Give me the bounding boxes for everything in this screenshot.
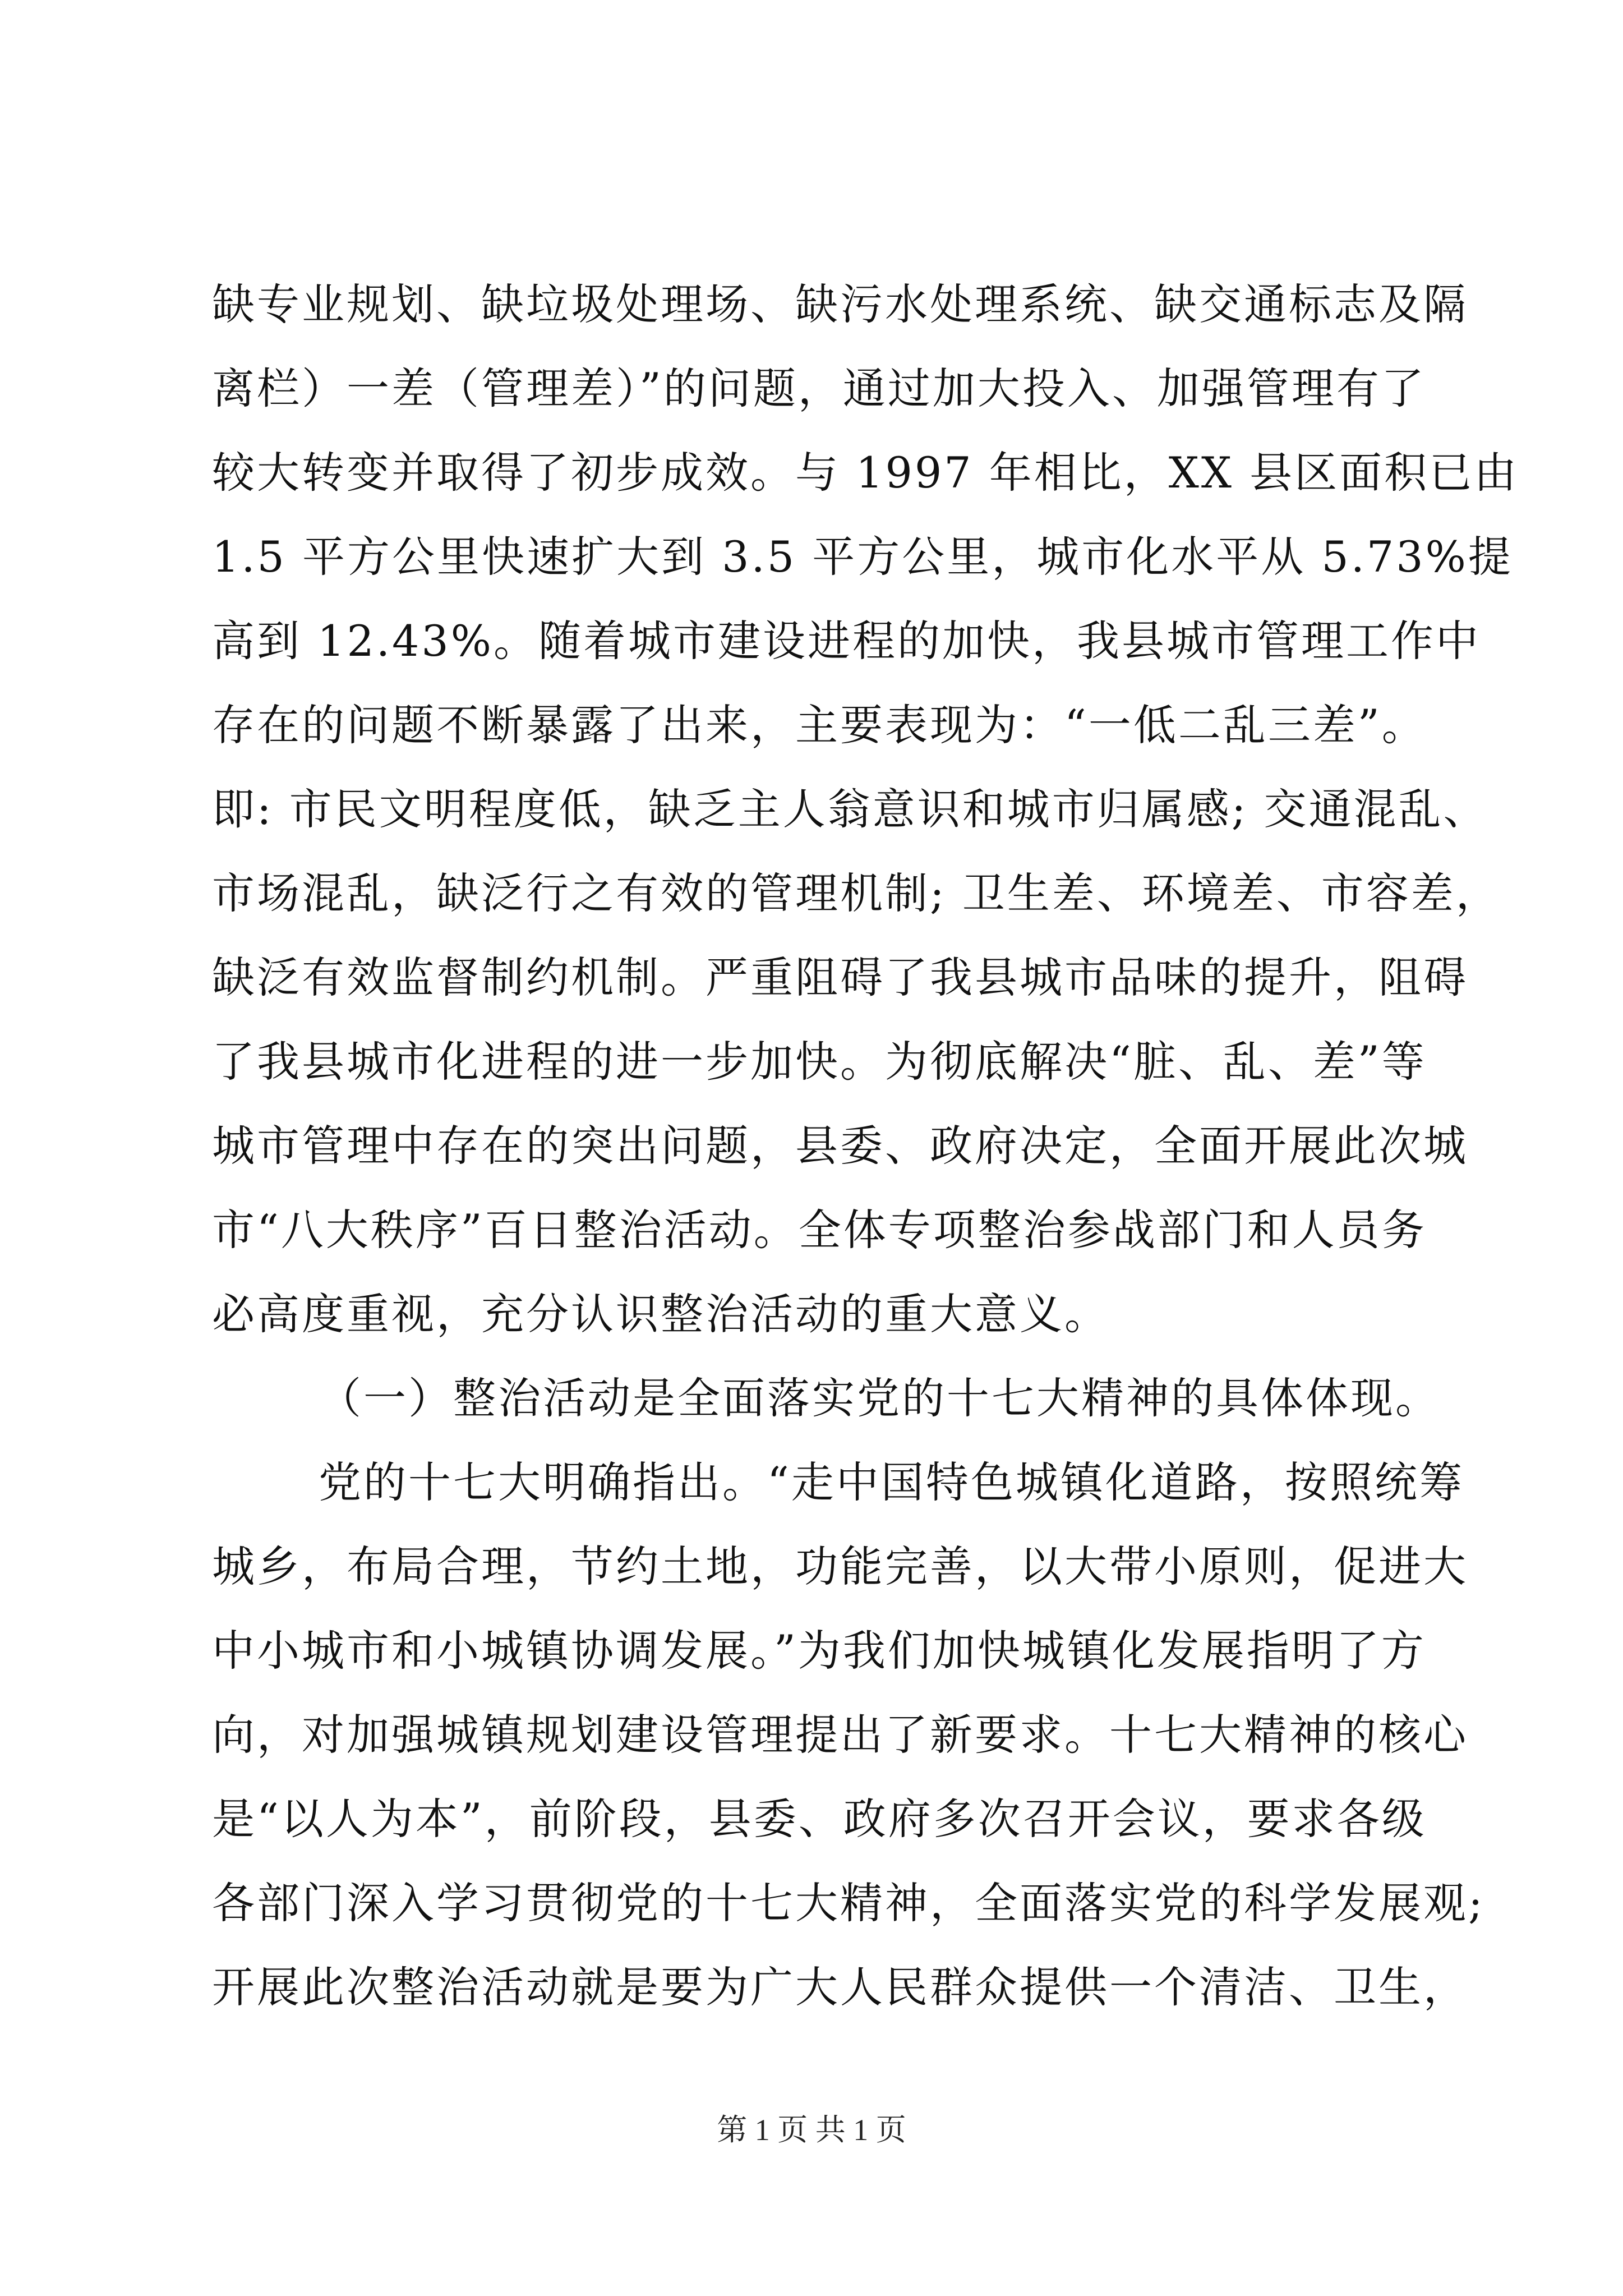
text-line: 开展此次整治活动就是要为广大人民群众提供一个清洁、卫生， [212,1962,1468,2012]
text-line: 向，对加强城镇规划建设管理提出了新要求。十七大精神的核心 [212,1710,1468,1760]
section-heading: （一）整治活动是全面落实党的十七大精神的具体体现。 [319,1373,1440,1423]
text-line: 1.5 平方公里快速扩大到 3.5 平方公里，城市化水平从 5.73%提 [212,532,1513,582]
text-line: 高到 12.43%。随着城市建设进程的加快，我县城市管理工作中 [212,616,1481,666]
text-line: 党的十七大明确指出。“走中国特色城镇化道路，按照统筹 [319,1457,1464,1507]
text-line: 市场混乱，缺泛行之有效的管理机制; 卫生差、环境差、市容差， [212,868,1501,918]
text-line: 必高度重视，充分认识整治活动的重大意义。 [212,1289,1109,1339]
document-body [212,263,1519,2030]
text-line: 较大转变并取得了初步成效。与 1997 年相比，XX 县区面积已由 [212,448,1519,498]
text-line: 各部门深入学习贯彻党的十七大精神，全面落实党的科学发展观; [212,1878,1485,1928]
text-line: 存在的问题不断暴露了出来，主要表现为：“一低二乱三差”。 [212,700,1427,750]
text-line: 即: 市民文明程度低，缺乏主人翁意识和城市归属感; 交通混乱、 [212,784,1488,834]
text-line: 是“以人为本”，前阶段，县委、政府多次召开会议，要求各级 [212,1794,1427,1844]
text-line: 缺专业规划、缺垃圾处理场、缺污水处理系统、缺交通标志及隔 [212,279,1468,329]
text-line: 缺泛有效监督制约机制。严重阻碍了我县城市品味的提升，阻碍 [212,953,1468,1002]
text-line: 城乡，布局合理，节约土地，功能完善，以大带小原则，促进大 [212,1542,1468,1591]
text-line: 城市管理中存在的突出问题，县委、政府决定，全面开展此次城 [212,1121,1468,1171]
page-footer: 第 1 页 共 1 页 [717,2113,906,2147]
text-line: 中小城市和小城镇协调发展。”为我们加快城镇化发展指明了方 [212,1626,1426,1676]
text-line: 了我县城市化进程的进一步加快。为彻底解决“脏、乱、差”等 [212,1037,1427,1087]
text-line: 离栏）一差（管理差）”的问题，通过加大投入、加强管理有了 [212,364,1426,413]
text-line: 市“八大秩序”百日整治活动。全体专项整治参战部门和人员务 [212,1205,1427,1255]
